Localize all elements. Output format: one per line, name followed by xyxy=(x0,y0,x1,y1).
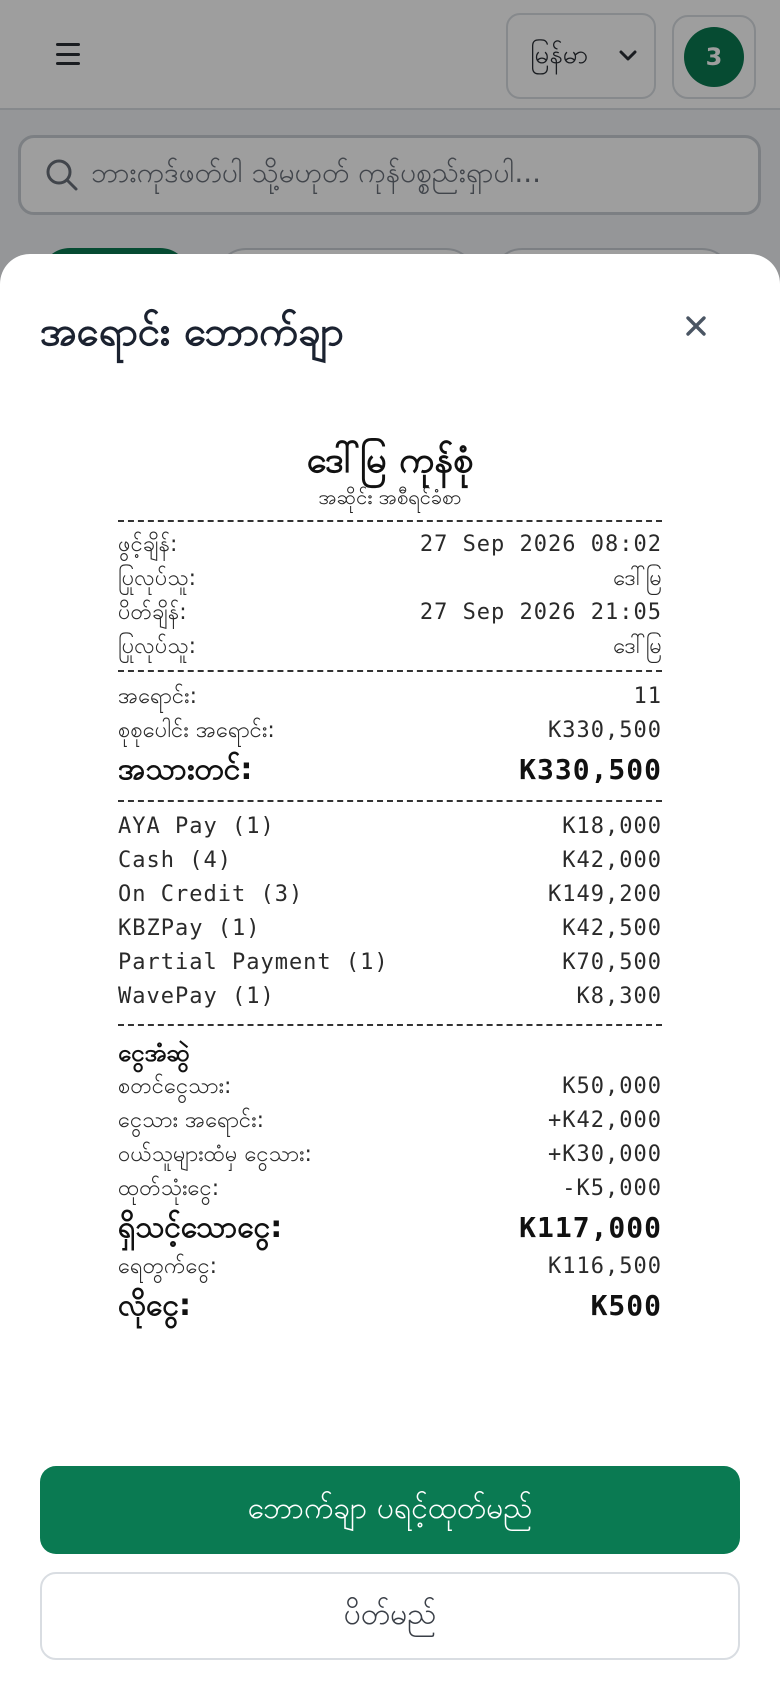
open-time-row: ဖွင့်ချိန်: 27 Sep 2026 08:02 xyxy=(118,532,662,557)
payment-row: AYA Pay (1) K18,000 xyxy=(118,814,662,839)
receipt xyxy=(118,440,662,1328)
cash-sales-row: ငွေသား အရောင်း: +K42,000 xyxy=(118,1108,662,1133)
opening-cash-row: စတင်ငွေသား: K50,000 xyxy=(118,1074,662,1099)
payment-row: KBZPay (1) K42,500 xyxy=(118,916,662,941)
payout-row: ထုတ်သုံးငွေ: -K5,000 xyxy=(118,1176,662,1201)
debt-collected-row: ဝယ်သူများထံမှ ငွေသား: +K30,000 xyxy=(118,1142,662,1167)
closed-by-row: ပြုလုပ်သူ: ဒေါ်မြ xyxy=(118,634,662,659)
shortage-row: လိုငွေ: K500 xyxy=(118,1288,662,1323)
payment-row: WavePay (1) K8,300 xyxy=(118,984,662,1009)
payment-row: On Credit (3) K149,200 xyxy=(118,882,662,907)
payment-row: Cash (4) K42,000 xyxy=(118,848,662,873)
avatar: 3 xyxy=(684,27,744,87)
shop-name: ဒေါ်မြ ကုန်စုံ xyxy=(306,440,474,481)
close-icon xyxy=(684,314,708,338)
expected-cash-row: ရှိသင့်သောငွေ: K117,000 xyxy=(118,1210,662,1245)
opened-by-row: ပြုလုပ်သူ: ဒေါ်မြ xyxy=(118,566,662,591)
close-sheet-button[interactable]: ပိတ်မည် xyxy=(40,1572,740,1660)
shift-info xyxy=(118,522,662,670)
cash-drawer-heading: ငွေအံဆွဲ xyxy=(118,1039,190,1067)
close-time-row: ပိတ်ချိန်: 27 Sep 2026 21:05 xyxy=(118,600,662,625)
sales-count-row: အရောင်း: 11 xyxy=(118,684,662,709)
sales-summary xyxy=(118,672,662,800)
payment-methods xyxy=(118,802,662,1024)
language-value: မြန်မာ xyxy=(530,39,589,70)
close-button[interactable] xyxy=(676,306,716,346)
net-sales-row: အသားတင်: K330,500 xyxy=(118,752,662,787)
print-receipt-button[interactable]: ဘောက်ချာ ပရင့်ထုတ်မည် xyxy=(40,1466,740,1554)
payment-row: Partial Payment (1) K70,500 xyxy=(118,950,662,975)
receipt-sheet xyxy=(0,254,780,1688)
search-placeholder: ဘားကုဒ်ဖတ်ပါ သို့မဟုတ် ကုန်ပစ္စည်းရှာပါ... xyxy=(91,156,542,189)
counted-cash-row: ရေတွက်ငွေ: K116,500 xyxy=(118,1254,662,1279)
sheet-title: အရောင်း ဘောက်ချာ xyxy=(40,309,344,355)
report-subtitle: အဆိုင်း အစီရင်ခံစာ xyxy=(318,485,462,509)
cash-drawer xyxy=(118,1026,662,1328)
total-sales-row: စုစုပေါင်း အရောင်း: K330,500 xyxy=(118,718,662,743)
